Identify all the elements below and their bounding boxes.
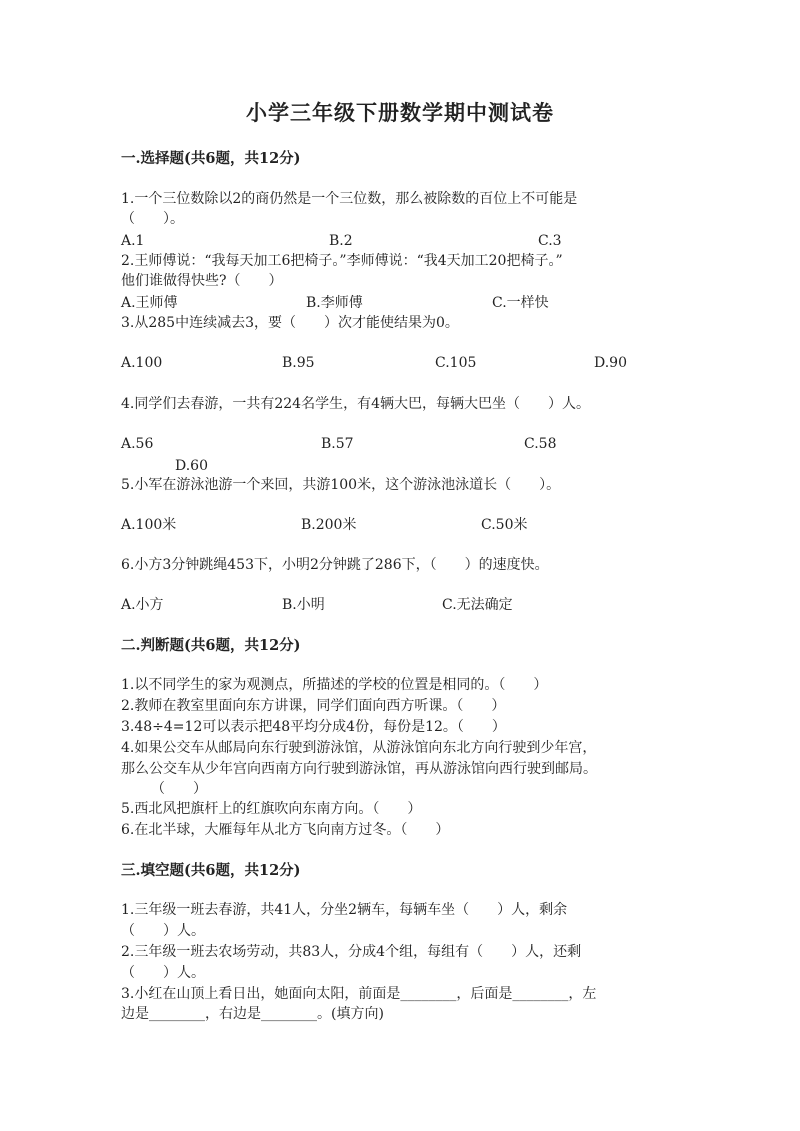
question-1-text-cont: （ ）。 — [121, 211, 184, 227]
question-4-option-c: C.58 — [524, 436, 557, 452]
judge-line: 那么公交车从少年宫向西南方向行驶到游泳馆，再从游泳馆向西行驶到邮局。 — [121, 761, 597, 777]
page-title: 小学三年级下册数学期中测试卷 — [246, 100, 554, 125]
question-3-option-d: D.90 — [594, 355, 627, 371]
question-5-option-a: A.100米 — [121, 517, 177, 533]
judge-line: 4.如果公交车从邮局向东行驶到游泳馆，从游泳馆向东北方向行驶到少年宫， — [121, 740, 597, 756]
question-6-option-b: B.小明 — [282, 597, 325, 613]
fill-line: （ ）人。 — [121, 923, 205, 939]
question-2-option-a: A.王师傅 — [121, 295, 178, 311]
question-3-option-b: B.95 — [282, 355, 315, 371]
question-4-option-a: A.56 — [121, 436, 154, 452]
question-2-text: 2.王师傅说：“我每天加工6把椅子。”李师傅说：“我4天加工20把椅子。” — [121, 253, 563, 269]
judge-line: 6.在北半球，大雁每年从北方飞向南方过冬。（ ） — [121, 822, 450, 838]
question-5-option-b: B.200米 — [301, 517, 357, 533]
question-6-option-c: C.无法确定 — [442, 597, 513, 613]
question-1-option-c: C.3 — [538, 233, 562, 249]
judge-line: 2.教师在教室里面向东方讲课，同学们面向西方听课。（ ） — [121, 698, 506, 714]
section-heading-choice: 一.选择题(共6题，共12分) — [121, 150, 301, 167]
judge-line: （ ） — [151, 781, 207, 797]
question-4-option-b: B.57 — [321, 436, 354, 452]
question-6-text: 6.小方3分钟跳绳453下，小明2分钟跳了286下，（ ）的速度快。 — [121, 557, 549, 573]
fill-line: 1.三年级一班去春游，共41人，分坐2辆车，每辆车坐（ ）人，剩余 — [121, 902, 568, 918]
fill-line: 3.小红在山顶上看日出，她面向太阳，前面是________，后面是________，左 — [121, 986, 597, 1002]
question-2-text-cont: 他们谁做得快些?（ ） — [121, 273, 283, 289]
question-5-text: 5.小军在游泳池游一个来回，共游100米，这个游泳池泳道长（ ）。 — [121, 477, 561, 493]
question-5-option-c: C.50米 — [481, 517, 528, 533]
fill-line: 边是________，右边是________。(填方向) — [121, 1006, 384, 1022]
section-heading-judge: 二.判断题(共6题，共12分) — [121, 637, 301, 654]
fill-line: 2.三年级一班去农场劳动，共83人，分成4个组，每组有（ ）人，还剩 — [121, 944, 582, 960]
question-3-text: 3.从285中连续减去3，要（ ）次才能使结果为0。 — [121, 315, 459, 331]
question-2-option-b: B.李师傅 — [306, 295, 363, 311]
fill-line: （ ）人。 — [121, 965, 205, 981]
judge-line: 3.48÷4=12可以表示把48平均分成4份，每份是12。（ ） — [121, 719, 506, 735]
question-1-option-b: B.2 — [329, 233, 353, 249]
question-4-text: 4.同学们去春游，一共有224名学生，有4辆大巴，每辆大巴坐（ ）人。 — [121, 396, 590, 412]
question-6-option-a: A.小方 — [121, 597, 164, 613]
judge-line: 5.西北风把旗杆上的红旗吹向东南方向。（ ） — [121, 801, 422, 817]
question-4-option-d: D.60 — [175, 458, 208, 474]
question-1-text: 1.一个三位数除以2的商仍然是一个三位数，那么被除数的百位上不可能是 — [121, 191, 578, 207]
question-3-option-a: A.100 — [121, 355, 163, 371]
question-3-option-c: C.105 — [435, 355, 477, 371]
judge-line: 1.以不同学生的家为观测点，所描述的学校的位置是相同的。（ ） — [121, 677, 548, 693]
question-2-option-c: C.一样快 — [492, 295, 549, 311]
section-heading-fill: 三.填空题(共6题，共12分) — [121, 862, 301, 879]
question-1-option-a: A.1 — [121, 233, 145, 249]
